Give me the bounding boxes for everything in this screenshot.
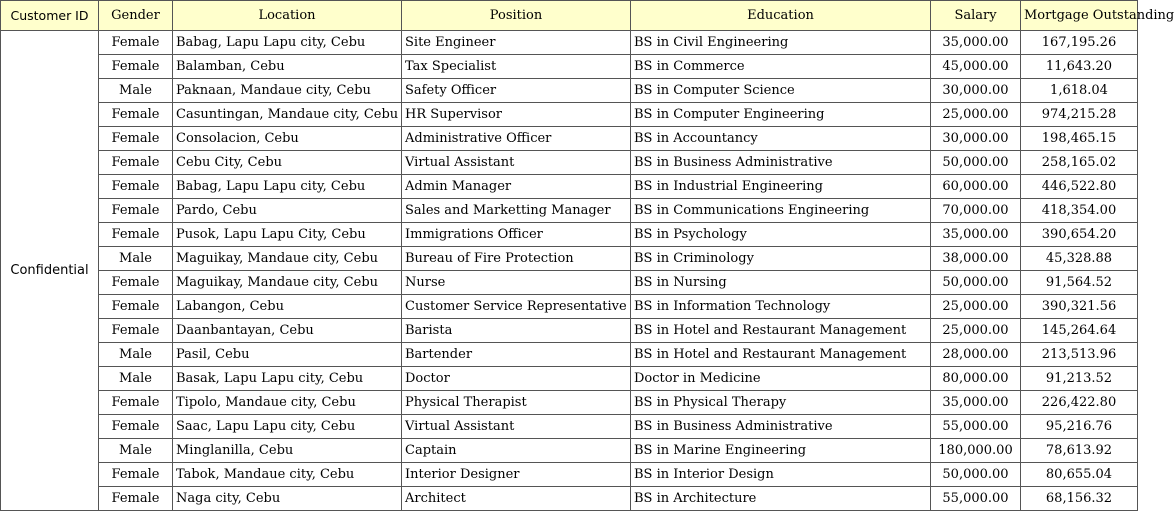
education-cell[interactable]: BS in Nursing xyxy=(631,271,931,295)
table-row xyxy=(1,487,1138,511)
gender-cell[interactable]: Male xyxy=(99,367,173,391)
location-cell[interactable]: Pardo, Cebu xyxy=(173,199,402,223)
salary-cell[interactable]: 45,000.00 xyxy=(931,55,1021,79)
salary-cell[interactable]: 55,000.00 xyxy=(931,415,1021,439)
gender-cell[interactable]: Male xyxy=(99,439,173,463)
table-row xyxy=(1,343,1138,367)
position-cell[interactable]: Admin Manager xyxy=(402,175,631,199)
salary-cell[interactable]: 25,000.00 xyxy=(931,319,1021,343)
gender-cell[interactable]: Female xyxy=(99,463,173,487)
salary-cell[interactable]: 30,000.00 xyxy=(931,79,1021,103)
education-cell[interactable]: BS in Business Administrative xyxy=(631,151,931,175)
location-cell[interactable]: Pusok, Lapu Lapu City, Cebu xyxy=(173,223,402,247)
salary-cell[interactable]: 60,000.00 xyxy=(931,175,1021,199)
gender-cell[interactable]: Female xyxy=(99,319,173,343)
mortgage-cell[interactable]: 198,465.15 xyxy=(1021,127,1138,151)
location-cell[interactable]: Babag, Lapu Lapu city, Cebu xyxy=(173,175,402,199)
education-cell[interactable]: BS in Physical Therapy xyxy=(631,391,931,415)
position-cell[interactable]: Captain xyxy=(402,439,631,463)
position-cell[interactable]: HR Supervisor xyxy=(402,103,631,127)
table-row xyxy=(1,463,1138,487)
location-cell[interactable]: Balamban, Cebu xyxy=(173,55,402,79)
position-cell[interactable]: Virtual Assistant xyxy=(402,415,631,439)
location-cell[interactable]: Saac, Lapu Lapu city, Cebu xyxy=(173,415,402,439)
mortgage-cell[interactable]: 258,165.02 xyxy=(1021,151,1138,175)
mortgage-cell[interactable]: 95,216.76 xyxy=(1021,415,1138,439)
position-cell[interactable]: Safety Officer xyxy=(402,79,631,103)
table-row xyxy=(1,223,1138,247)
table-row xyxy=(1,415,1138,439)
location-cell[interactable]: Cebu City, Cebu xyxy=(173,151,402,175)
mortgage-cell[interactable]: 390,321.56 xyxy=(1021,295,1138,319)
education-cell[interactable]: BS in Psychology xyxy=(631,223,931,247)
gender-cell[interactable]: Male xyxy=(99,247,173,271)
gender-cell[interactable]: Female xyxy=(99,31,173,55)
position-cell[interactable]: Site Engineer xyxy=(402,31,631,55)
position-cell[interactable]: Bartender xyxy=(402,343,631,367)
salary-cell[interactable]: 180,000.00 xyxy=(931,439,1021,463)
position-cell[interactable]: Bureau of Fire Protection xyxy=(402,247,631,271)
header-mortgage[interactable]: Mortgage Outstanding xyxy=(1021,1,1138,31)
header-gender[interactable]: Gender xyxy=(99,1,173,31)
table-row xyxy=(1,151,1138,175)
location-cell[interactable]: Babag, Lapu Lapu city, Cebu xyxy=(173,31,402,55)
table-row xyxy=(1,79,1138,103)
gender-cell[interactable]: Female xyxy=(99,487,173,511)
table-row xyxy=(1,199,1138,223)
mortgage-cell[interactable]: 167,195.26 xyxy=(1021,31,1138,55)
table-row xyxy=(1,391,1138,415)
gender-cell[interactable]: Female xyxy=(99,223,173,247)
position-cell[interactable]: Administrative Officer xyxy=(402,127,631,151)
mortgage-cell[interactable]: 11,643.20 xyxy=(1021,55,1138,79)
header-location[interactable]: Location xyxy=(173,1,402,31)
gender-cell[interactable]: Female xyxy=(99,391,173,415)
header-education[interactable]: Education xyxy=(631,1,931,31)
salary-cell[interactable]: 55,000.00 xyxy=(931,487,1021,511)
education-cell[interactable]: BS in Communications Engineering xyxy=(631,199,931,223)
gender-cell[interactable]: Male xyxy=(99,343,173,367)
mortgage-cell[interactable]: 1,618.04 xyxy=(1021,79,1138,103)
salary-cell[interactable]: 35,000.00 xyxy=(931,31,1021,55)
mortgage-cell[interactable]: 91,213.52 xyxy=(1021,367,1138,391)
mortgage-cell[interactable]: 390,654.20 xyxy=(1021,223,1138,247)
salary-cell[interactable]: 80,000.00 xyxy=(931,367,1021,391)
location-cell[interactable]: Daanbantayan, Cebu xyxy=(173,319,402,343)
header-customer-id[interactable]: Customer ID xyxy=(1,1,99,31)
position-cell[interactable]: Interior Designer xyxy=(402,463,631,487)
position-cell[interactable]: Immigrations Officer xyxy=(402,223,631,247)
gender-cell[interactable]: Female xyxy=(99,415,173,439)
position-cell[interactable]: Doctor xyxy=(402,367,631,391)
position-cell[interactable]: Tax Specialist xyxy=(402,55,631,79)
mortgage-cell[interactable]: 974,215.28 xyxy=(1021,103,1138,127)
location-cell[interactable]: Tabok, Mandaue city, Cebu xyxy=(173,463,402,487)
table-row xyxy=(1,295,1138,319)
mortgage-cell[interactable]: 91,564.52 xyxy=(1021,271,1138,295)
location-cell[interactable]: Maguikay, Mandaue city, Cebu xyxy=(173,271,402,295)
education-cell[interactable]: BS in Civil Engineering xyxy=(631,31,931,55)
education-cell[interactable]: BS in Accountancy xyxy=(631,127,931,151)
position-cell[interactable]: Barista xyxy=(402,319,631,343)
header-position[interactable]: Position xyxy=(402,1,631,31)
location-cell[interactable]: Naga city, Cebu xyxy=(173,487,402,511)
education-cell[interactable]: BS in Computer Science xyxy=(631,79,931,103)
table-row xyxy=(1,247,1138,271)
table-row xyxy=(1,127,1138,151)
education-cell[interactable]: BS in Computer Engineering xyxy=(631,103,931,127)
location-cell[interactable]: Paknaan, Mandaue city, Cebu xyxy=(173,79,402,103)
salary-cell[interactable]: 70,000.00 xyxy=(931,199,1021,223)
education-cell[interactable]: BS in Business Administrative xyxy=(631,415,931,439)
gender-cell[interactable]: Male xyxy=(99,79,173,103)
education-cell[interactable]: Doctor in Medicine xyxy=(631,367,931,391)
position-cell[interactable]: Physical Therapist xyxy=(402,391,631,415)
header-row xyxy=(1,1,1138,31)
table-row xyxy=(1,55,1138,79)
education-cell[interactable]: BS in Hotel and Restaurant Management xyxy=(631,343,931,367)
gender-cell[interactable]: Female xyxy=(99,127,173,151)
salary-cell[interactable]: 50,000.00 xyxy=(931,463,1021,487)
position-cell[interactable]: Virtual Assistant xyxy=(402,151,631,175)
education-cell[interactable]: BS in Industrial Engineering xyxy=(631,175,931,199)
salary-cell[interactable]: 25,000.00 xyxy=(931,103,1021,127)
mortgage-cell[interactable]: 145,264.64 xyxy=(1021,319,1138,343)
location-cell[interactable]: Pasil, Cebu xyxy=(173,343,402,367)
gender-cell[interactable]: Female xyxy=(99,199,173,223)
header-salary[interactable]: Salary xyxy=(931,1,1021,31)
education-cell[interactable]: BS in Information Technology xyxy=(631,295,931,319)
table-row xyxy=(1,175,1138,199)
location-cell[interactable]: Minglanilla, Cebu xyxy=(173,439,402,463)
location-cell[interactable]: Labangon, Cebu xyxy=(173,295,402,319)
salary-cell[interactable]: 35,000.00 xyxy=(931,223,1021,247)
gender-cell[interactable]: Female xyxy=(99,151,173,175)
salary-cell[interactable]: 38,000.00 xyxy=(931,247,1021,271)
table-row xyxy=(1,439,1138,463)
location-cell[interactable]: Maguikay, Mandaue city, Cebu xyxy=(173,247,402,271)
location-cell[interactable]: Casuntingan, Mandaue city, Cebu xyxy=(173,103,402,127)
education-cell[interactable]: BS in Marine Engineering xyxy=(631,439,931,463)
gender-cell[interactable]: Female xyxy=(99,55,173,79)
mortgage-cell[interactable]: 446,522.80 xyxy=(1021,175,1138,199)
position-cell[interactable]: Architect xyxy=(402,487,631,511)
education-cell[interactable]: BS in Hotel and Restaurant Management xyxy=(631,319,931,343)
table-row xyxy=(1,31,1138,55)
mortgage-cell[interactable]: 226,422.80 xyxy=(1021,391,1138,415)
gender-cell[interactable]: Female xyxy=(99,175,173,199)
position-cell[interactable]: Sales and Marketting Manager xyxy=(402,199,631,223)
education-cell[interactable]: BS in Criminology xyxy=(631,247,931,271)
location-cell[interactable]: Tipolo, Mandaue city, Cebu xyxy=(173,391,402,415)
mortgage-cell[interactable]: 45,328.88 xyxy=(1021,247,1138,271)
mortgage-cell[interactable]: 213,513.96 xyxy=(1021,343,1138,367)
gender-cell[interactable]: Female xyxy=(99,295,173,319)
salary-cell[interactable]: 28,000.00 xyxy=(931,343,1021,367)
salary-cell[interactable]: 35,000.00 xyxy=(931,391,1021,415)
salary-cell[interactable]: 30,000.00 xyxy=(931,127,1021,151)
location-cell[interactable]: Consolacion, Cebu xyxy=(173,127,402,151)
table-row xyxy=(1,367,1138,391)
mortgage-cell[interactable]: 68,156.32 xyxy=(1021,487,1138,511)
education-cell[interactable]: BS in Commerce xyxy=(631,55,931,79)
gender-cell[interactable]: Female xyxy=(99,271,173,295)
location-cell[interactable]: Basak, Lapu Lapu city, Cebu xyxy=(173,367,402,391)
salary-cell[interactable]: 50,000.00 xyxy=(931,151,1021,175)
gender-cell[interactable]: Female xyxy=(99,103,173,127)
customer-id-cell[interactable]: Confidential xyxy=(1,31,99,511)
position-cell[interactable]: Customer Service Representative xyxy=(402,295,631,319)
mortgage-cell[interactable]: 418,354.00 xyxy=(1021,199,1138,223)
mortgage-cell[interactable]: 80,655.04 xyxy=(1021,463,1138,487)
education-cell[interactable]: BS in Interior Design xyxy=(631,463,931,487)
table-row xyxy=(1,319,1138,343)
salary-cell[interactable]: 50,000.00 xyxy=(931,271,1021,295)
education-cell[interactable]: BS in Architecture xyxy=(631,487,931,511)
table-row xyxy=(1,103,1138,127)
mortgage-cell[interactable]: 78,613.92 xyxy=(1021,439,1138,463)
position-cell[interactable]: Nurse xyxy=(402,271,631,295)
table-row xyxy=(1,271,1138,295)
salary-cell[interactable]: 25,000.00 xyxy=(931,295,1021,319)
